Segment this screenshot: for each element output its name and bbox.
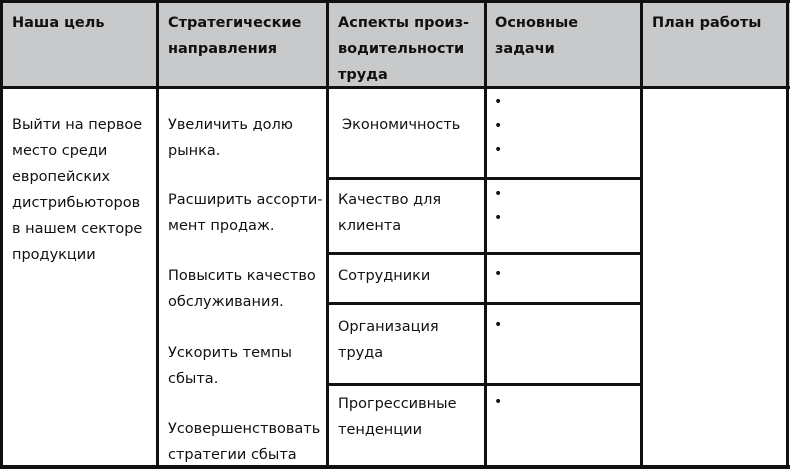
header-aspects: Аспекты произ- водительности труда [338,15,470,83]
header-work-plan: План работы [652,15,762,31]
task-bullets: • • [494,186,503,226]
col-divider [156,0,159,469]
task-bullets: • [494,266,503,282]
border-bottom [0,465,790,469]
direction-item: Ускорить темпы сбыта. [168,345,292,387]
row-divider [326,302,643,305]
header-directions: Стратегические направления [168,15,302,57]
direction-item: Увеличить долю рынка. [168,117,293,159]
direction-item: Повысить качество обслуживания. [168,268,316,310]
border-right [786,0,789,469]
header-divider [0,86,790,89]
direction-item: Расширить ассорти- мент продаж. [168,192,323,234]
task-bullets: • [494,317,503,333]
task-bullets: • • • [494,94,503,158]
col-divider [326,0,329,469]
aspect-cell: Экономичность [342,117,461,133]
aspect-cell: Прогрессивные тенденции [338,396,457,438]
aspect-cell: Качество для клиента [338,192,442,234]
row-divider [326,252,643,255]
aspect-cell: Сотрудники [338,268,431,284]
task-bullets: • [494,394,503,410]
work-plan-cell [644,89,784,463]
row-divider [326,177,643,180]
row-divider [326,383,643,386]
col-divider [640,0,643,469]
direction-item: Усовершенствовать стратегии сбыта [168,421,321,463]
header-goal: Наша цель [12,15,105,31]
aspect-cell: Организация труда [338,319,439,361]
goal-cell: Выйти на первое место среди европейских дистрибьюторов в нашем секторе продукции [12,117,143,263]
col-divider [484,0,487,469]
header-tasks: Основные задачи [495,15,579,57]
border-top [0,0,790,3]
border-left [0,0,3,469]
